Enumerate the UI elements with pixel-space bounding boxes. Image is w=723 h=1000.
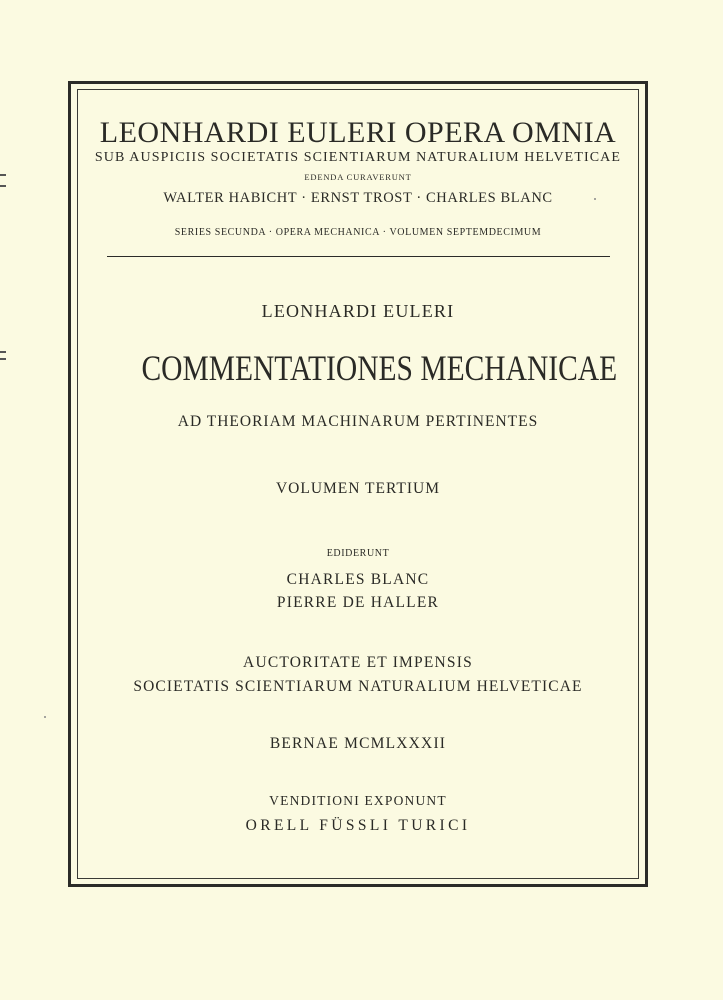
opera-omnia-title: LEONHARDI EULERI OPERA OMNIA [99,116,617,149]
auctoritate-line-1: AUCTORITATE ET IMPENSIS [243,654,473,671]
author-name: LEONHARDI EULERI [261,301,455,321]
venditioni-exponunt-line: VENDITIONI EXPONUNT [269,793,447,808]
margin-tick [0,358,6,360]
edenda-curaverunt-line: EDENDA CURAVERUNT [304,172,412,182]
auctoritate-line-2: SOCIETATIS SCIENTIARUM NATURALIUM HELVETICAE [133,678,583,695]
place-and-year: BERNAE MCMLXXXII [269,735,447,752]
sub-auspiciis-line: SUB AUSPICIIS SOCIETATIS SCIENTIARUM NATURALIUM HELVETICAE [94,150,622,165]
work-title: COMMENTATIONES MECHANICAE [141,348,618,388]
ediderunt-label: EDIDERUNT [326,548,390,559]
margin-tick [0,351,6,353]
volume-editor-2: PIERRE DE HALLER [276,594,440,611]
margin-tick [0,185,6,187]
work-subtitle: AD THEORIAM MACHINARUM PERTINENTES [177,413,539,430]
margin-tick [0,174,6,176]
series-editors-line: WALTER HABICHT · ERNST TROST · CHARLES BLANC [163,190,553,206]
series-volume-line: SERIES SECUNDA · OPERA MECHANICA · VOLUMEN SEPTEMDECIMUM [174,227,542,238]
paper-speck [44,716,46,718]
volume-label: VOLUMEN TERTIUM [275,480,441,497]
publisher-name: ORELL FÜSSLI TURICI [245,817,471,834]
horizontal-rule [107,256,610,257]
volume-editor-1: CHARLES BLANC [286,571,430,588]
